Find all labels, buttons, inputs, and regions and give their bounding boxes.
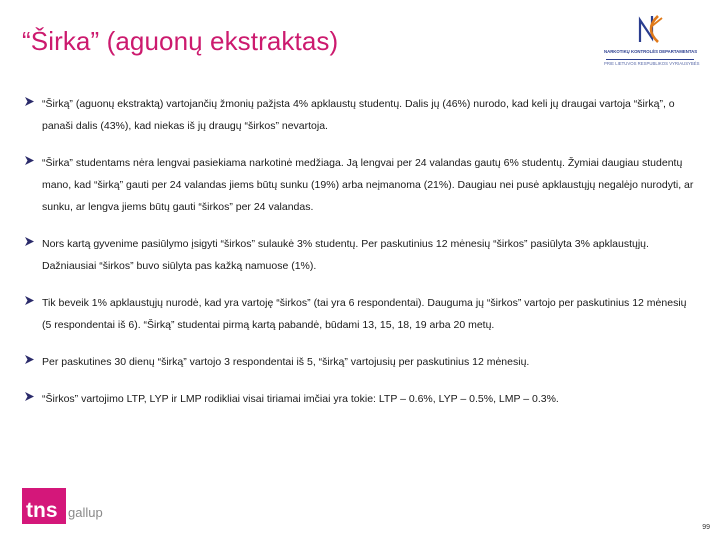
bullet-item (22, 351, 697, 373)
arrow-bullet-icon (24, 295, 35, 306)
bullet-item (22, 93, 697, 137)
ntd-logo (604, 12, 700, 70)
slide-title: “Širka” (aguonų ekstraktas) (22, 26, 339, 56)
bullet-text: Tik beveik 1% apklaustųjų nurodė, kad yra vartoję “širkos” (tai yra 6 respondentai). Dauguma jų “širkos” vartojo per paskutinius 12 mėnesių (5 respondentai iš 6). “Širką” studentai pirmą kartą pabandė, būdami 13, 15, 18, 19 arba 20 metų. (42, 297, 687, 331)
bullet-item (22, 233, 697, 277)
arrow-bullet-icon (24, 96, 35, 107)
ntd-logo-divider (606, 59, 694, 60)
arrow-bullet-icon (24, 354, 35, 365)
bullet-item (22, 388, 697, 410)
page-number: 99 (702, 524, 710, 531)
ntd-logo-line1: NARKOTIKŲ KONTROLĖS DEPARTAMENTAS (604, 49, 698, 54)
gallup-logo-text: gallup (68, 505, 103, 520)
bullet-text: “Širka” studentams nėra lengvai pasiekiama narkotinė medžiaga. Ją lengvai per 24 valandas gautų 6% studentų. Žymiai daugiau studentų mano, kad “širką” gauti per 24 valandas jiems būtų sunku (19%) arba neįmanoma (21%). Daugiau nei pusė apklaustųjų negalėjo nurodyti, ar sunku, ar lengva jiems būtų gauti “širkos” per 24 valandas. (42, 157, 694, 213)
arrow-bullet-icon (24, 155, 35, 166)
arrow-bullet-icon (24, 236, 35, 247)
bullet-text: Nors kartą gyvenime pasiūlymo įsigyti “širkos” sulaukė 3% studentų. Per paskutinius 12 mėnesių “širkos” pasiūlyta 3% apklaustųjų. Dažniausiai “širkos” buvo siūlyta pas kažką namuose (1%). (42, 238, 649, 272)
bullet-text: Per paskutines 30 dienų “širką” vartojo 3 respondentai iš 5, “širką” vartojusių per paskutinius 12 mėnesių. (42, 356, 530, 368)
bullet-list (22, 97, 697, 429)
arrow-bullet-icon (24, 391, 35, 402)
tns-logo-text: tns (26, 499, 58, 522)
tns-gallup-logo (22, 488, 112, 524)
ntd-logo-line2: PRIE LIETUVOS RESPUBLIKOS VYRIAUSYBĖS (604, 61, 700, 66)
bullet-text: “Širką” (aguonų ekstraktą) vartojančių žmonių pažįsta 4% apklaustų studentų. Dalis jų (46%) nurodo, kad keli jų draugai vartoja “širką”, o panaši dalis (43%), kad niekas iš jų draugų “širkos” nevartoja. (42, 98, 675, 132)
bullet-text: “Širkos” vartojimo LTP, LYP ir LMP rodikliai visai tiriamai imčiai yra tokie: LTP – 0.6%, LYP – 0.5%, LMP – 0.3%. (42, 393, 559, 405)
ntd-logo-mark (632, 12, 668, 46)
bullet-item (22, 292, 697, 336)
bullet-item (22, 152, 697, 218)
